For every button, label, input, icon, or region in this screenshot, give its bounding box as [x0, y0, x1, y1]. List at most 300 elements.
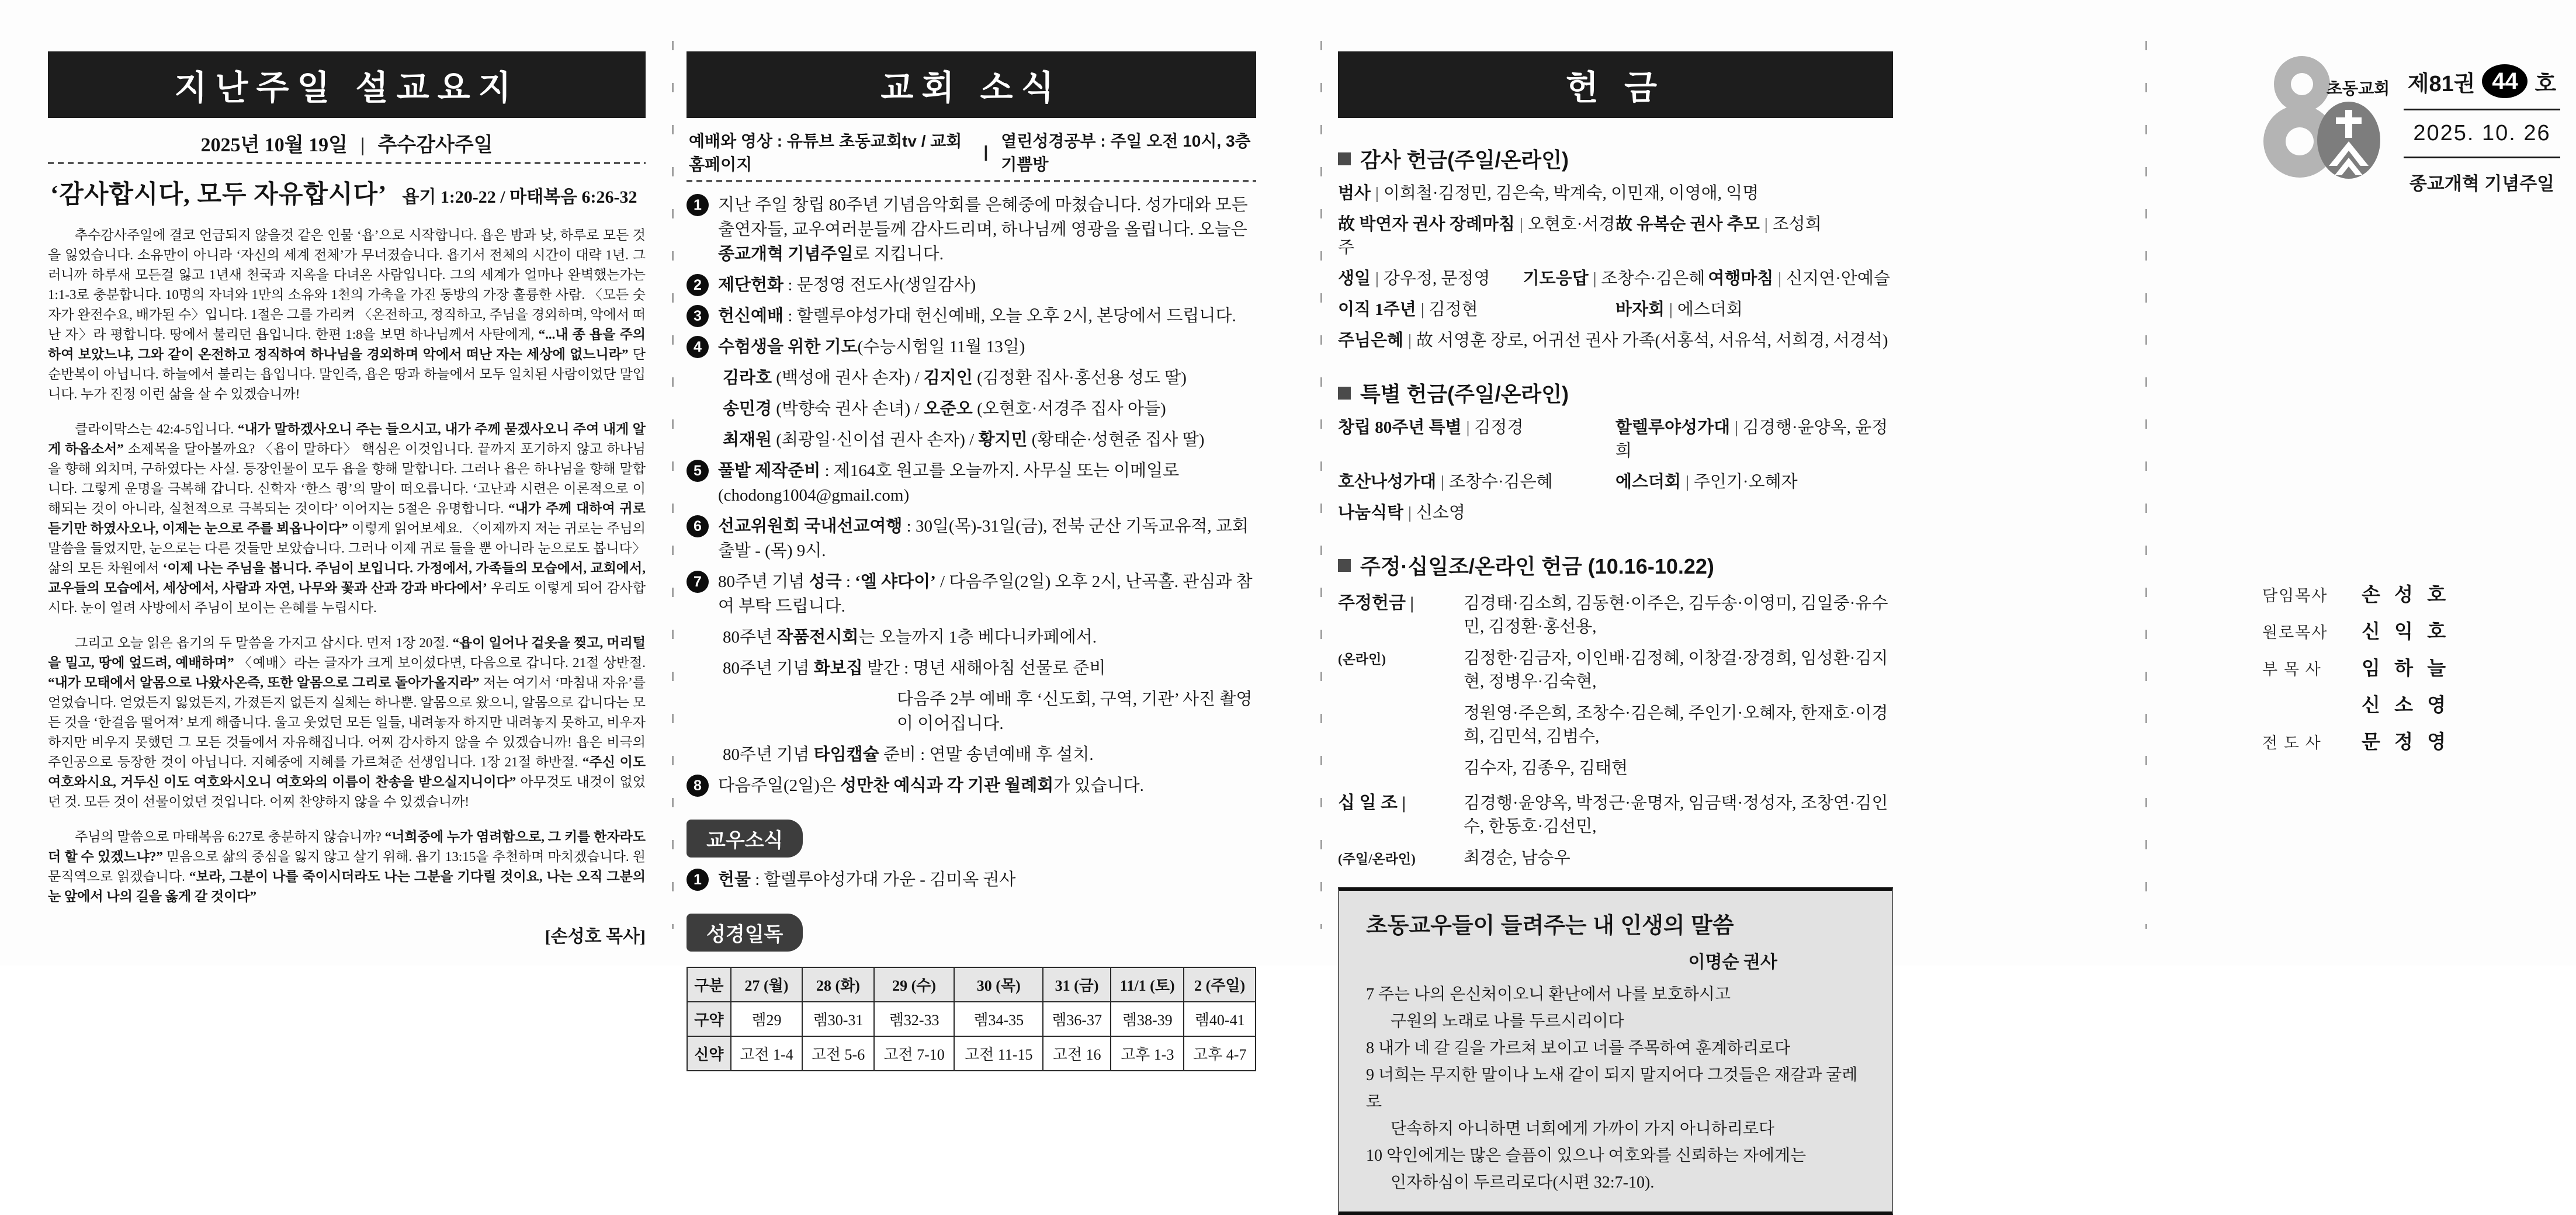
text-segment: (수능시험일 11월 13일) — [857, 338, 1025, 356]
column-divider — [672, 41, 674, 929]
news-item-text — [718, 273, 976, 297]
sermon-dateline — [48, 129, 646, 157]
text-segment: 준비 : 연말 송년예배 후 설치. — [879, 745, 1094, 764]
dotted-divider — [687, 180, 1256, 182]
staff-row — [2262, 727, 2450, 754]
text-segment: “주신 이도 여호와시요, 거두신 이도 여호와시오니 여호와의 이름이 찬송을 받으실지니이다” — [48, 755, 646, 789]
sermon-paragraph — [48, 633, 646, 812]
text-segment: 추수감사주일에 결코 언급되지 않을것 같은 인물 ‘욥’으로 시작합니다. 욥은 밤과 낮, 하루로 모든 것을 잃었습니다. 소유만이 아니라 ‘자신의 세계 전체’가 무너졌습니다. 욥기서 전체의 시간이 대략 1년. 그러니까 하루새 모든걸 잃고 1년새 천국과 지옥을 다녀온 사람입니다. 그의 세계가 얼마나 완벽했는가는 1:1-3로 충분합니다. 10명의 자녀와 1만의 소유와 1천의 가축을 가진 동방의 가장 훌륭한 사람. 〈모든 숫자가 완전수요, 배가된 수〉입니다. 1절은 그를 가리켜 〈온전하고, 정직하고, 주님을 경외하며, 악에서 떠난 자〉라 평합니다. 땅에서 불리던 욥입니다. 한편 1:8을 보면 하나님께서 사탄에게, — [48, 228, 646, 342]
news-item-text — [718, 193, 1256, 266]
offering-label: 할렐루야성가대 — [1615, 418, 1731, 437]
news-item-text — [718, 773, 1144, 798]
reading-cell: 고전 5-6 — [802, 1036, 874, 1071]
text-segment: 는 오늘까지 1층 베다니카페에서. — [858, 628, 1097, 647]
reading-cell: 렘34-35 — [954, 1002, 1043, 1036]
offering-header: 헌 금 — [1338, 51, 1893, 118]
square-bullet-icon — [1338, 559, 1351, 572]
text-segment: 80주년 기념 — [718, 572, 809, 591]
weekly-offering-section — [1338, 550, 1893, 870]
member-news-badge: 교우소식 — [687, 820, 803, 858]
offering-entry — [1523, 267, 1708, 290]
staff-name: 신 익 호 — [2362, 622, 2451, 643]
text-segment: (박향숙 권사 손녀) / — [772, 400, 924, 418]
item-number-icon: 3 — [687, 305, 709, 327]
sermon-signature: [손성호 목사] — [545, 927, 646, 946]
masthead — [2266, 49, 2560, 195]
text-segment: 다음주일(2일)은 — [718, 776, 841, 795]
worship-video-info: 예배와 영상 : 유튜브 초동교회tv / 교회홈페이지 — [689, 132, 962, 173]
weekly-offering-row — [1338, 756, 1893, 780]
weekly-names: 최경순, 남승우 — [1464, 849, 1570, 867]
news-item-text — [897, 687, 1256, 736]
text-segment: 황지민 — [978, 431, 1028, 449]
reading-table-header: 31 (금) — [1043, 967, 1111, 1002]
separator: | — [1778, 269, 1782, 288]
offering-names: 조창수·김은혜 — [1601, 269, 1705, 288]
item-number-icon: 6 — [687, 515, 709, 537]
text-segment: “...내 종 욥을 주의하여 보았느냐, 그와 같이 온전하고 정직하여 하나님을 경외하며 악에서 떠난 자는 세상에 없느니라” — [48, 327, 646, 362]
news-item — [723, 428, 1256, 452]
text-segment: “욥이 일어나 겉옷을 찢고, 머리털을 밀고, 땅에 엎드려, 예배하며” — [48, 636, 646, 670]
offering-label: 故 박연자 권사 장례마침 — [1338, 215, 1515, 234]
text-segment: ‘엘 샤다이’ — [855, 572, 936, 591]
text-segment: 송민경 — [723, 400, 772, 418]
text-segment: 김라호 — [723, 369, 772, 387]
offering-names: 신지연·안예슬 — [1786, 269, 1890, 288]
item-number-icon: 1 — [687, 194, 709, 216]
verse-line: 구원의 노래로 나를 두르시리이다 — [1391, 1012, 1624, 1030]
text-segment: “내가 주께 대하여 귀로 듣기만 하였사오나, 이제는 눈으로 주를 뵈옵나이다” — [48, 501, 646, 536]
reading-table-header: 11/1 (토) — [1111, 967, 1184, 1002]
text-segment: 주님의 말씀으로 마태복음 6:27로 충분하지 않습니까? — [75, 829, 385, 844]
offering-names: 김경행·윤양옥, 윤정희 — [1615, 418, 1888, 460]
sermon-title: ‘감사합시다, 모두 자유합시다’ — [50, 181, 387, 209]
offering-names: 신소영 — [1416, 504, 1465, 522]
news-item — [687, 304, 1256, 328]
text-segment: 소제목을 달아볼까요? 〈욥이 말하다〉 핵심은 이것입니다. 끝까지 포기하지 않고 하나님을 향해 외치며, 구하였다는 사실. 등장인물이 모두 욥을 향해 말합니다. 그러나 욥은 하나님을 향해 말합니다. 그렇게 운명을 극복해 갑니다. 신학자 ‘한스 큉’의 말이 떠오릅니다. ‘고난과 시련은 이론적으로 이해되는 것이 아니라, 실천적으로 극복되는 것이다’ 이어지는 5절은 유명합니다. — [48, 442, 646, 516]
weekly-names: 김경태·김소희, 김동현·이주은, 김두송·이영미, 김일중·유수민, 김정환·홍선용, — [1464, 594, 1888, 636]
weekly-offering-row — [1338, 846, 1893, 870]
weekly-label: (주일/온라인) — [1338, 852, 1416, 866]
issue-number-row — [2404, 64, 2560, 98]
sermon-paragraph — [48, 225, 646, 404]
verse-line: 7 주는 나의 은신처이오니 환난에서 나를 보호하시고 — [1366, 985, 1731, 1004]
separator: | — [1764, 215, 1768, 234]
news-item — [723, 656, 1256, 681]
text-segment: : 할렐루야성가대 헌신예배, 오늘 오후 2시, 본당에서 드립니다. — [783, 307, 1236, 325]
bible-reading-table — [687, 967, 1256, 1071]
offering-line — [1338, 416, 1893, 463]
separator: | — [1420, 300, 1424, 319]
offering-names: 故 서영훈 장로, 어귀선 권사 가족(서홍석, 서유석, 서희경, 서경석) — [1416, 331, 1888, 350]
sermon-date: 2025년 10월 19일 — [200, 134, 348, 156]
reading-table-row — [687, 1036, 1256, 1071]
text-segment: : 문정영 전도사(생일감사) — [783, 276, 976, 294]
verse-line: 8 내가 네 갈 길을 가르쳐 보이고 너를 주목하여 훈계하리로다 — [1366, 1039, 1791, 1057]
item-number-icon: 1 — [687, 869, 709, 891]
news-item — [687, 570, 1256, 619]
issue-volume: 제81권 — [2407, 71, 2476, 96]
text-segment: 종교개혁 기념주일 — [718, 245, 854, 263]
offering-label: 여행마침 — [1708, 269, 1774, 288]
news-item-text — [718, 459, 1256, 508]
reading-row-label: 구약 — [687, 1002, 731, 1036]
text-segment: 최재원 — [723, 431, 772, 449]
news-item — [897, 687, 1256, 736]
reading-table-header: 27 (월) — [731, 967, 803, 1002]
square-bullet-icon — [1338, 387, 1351, 400]
reading-cell: 고전 16 — [1043, 1036, 1111, 1071]
offering-label: 기도응답 — [1523, 269, 1589, 288]
divider-bar: | — [360, 134, 365, 156]
text-segment: 80주년 — [723, 628, 777, 647]
separator: | — [1441, 473, 1444, 491]
text-segment: 지난 주일 창립 80주년 기념음악회를 은혜중에 마쳤습니다. 성가대와 모든 출연자들, 교우여러분들께 감사드리며, 하나님께 영광을 올립니다. 오늘은 — [718, 196, 1248, 239]
offering-entry — [1338, 267, 1523, 290]
sermon-column — [48, 51, 646, 947]
text-segment: 제단헌화 — [718, 276, 784, 294]
reading-table-header: 28 (화) — [802, 967, 874, 1002]
text-segment: (김정환 집사·홍선용 성도 딸) — [972, 369, 1187, 387]
offering-label: 범사 — [1338, 184, 1371, 203]
offering-entry — [1615, 416, 1893, 463]
verse-line: 10 악인에게는 많은 슬픔이 있으나 여호와를 신뢰하는 자에게는 — [1366, 1147, 1807, 1165]
text-segment: 〈예배〉라는 글자가 크게 보이셨다면, 다음으로 갑니다. 21절 상반절. — [234, 655, 646, 670]
sermon-body — [48, 225, 646, 907]
offering-label: 나눔식탁 — [1338, 504, 1404, 522]
news-item-text — [723, 428, 1204, 452]
text-segment: 선교위원회 국내선교여행 — [718, 517, 903, 536]
weekly-label: 주정헌금 | — [1338, 593, 1414, 613]
offering-names: 강우정, 문정영 — [1383, 269, 1490, 288]
quote-box-byline: 이명순 권사 — [1688, 953, 1777, 972]
weekly-label: 십 일 조 | — [1338, 793, 1406, 813]
text-segment: 풀밭 제작준비 — [718, 461, 821, 480]
issue-date: 2025. 10. 26 — [2413, 121, 2551, 145]
offering-names: 조창수·김은혜 — [1448, 473, 1553, 491]
text-segment: 우리도 이렇게 되어 감사합시다. 눈이 열려 사방에서 주님이 보이는 은혜를 누립시다. — [48, 581, 646, 615]
separator: | — [1466, 418, 1470, 437]
offering-label: 에스더회 — [1615, 473, 1681, 491]
item-number-icon: 5 — [687, 460, 709, 482]
bible-study-info: 열린성경공부 : 주일 오전 10시, 3층 기쁨방 — [1001, 132, 1251, 173]
news-header: 교회 소식 — [687, 51, 1256, 118]
church-80th-logo-icon — [2266, 49, 2393, 188]
separator: | — [1408, 504, 1412, 522]
text-segment: 클라이막스는 42:4-5입니다. — [75, 422, 238, 436]
weekly-offering-rows — [1338, 588, 1893, 870]
reading-cell: 고전 11-15 — [954, 1036, 1043, 1071]
text-segment: 믿음으로 삶의 중심을 잃지 않고 살기 위해. 욥기 13:15을 추천하며 마치겠습니다. 원문직역으로 읽겠습니다. — [48, 849, 646, 884]
sermon-paragraph — [48, 827, 646, 907]
reading-table-header: 29 (수) — [874, 967, 955, 1002]
text-segment: “내가 모태에서 알몸으로 나왔사온즉, 또한 알몸으로 그리로 돌아가올지라” — [48, 675, 480, 690]
section-title-row — [1338, 550, 1893, 580]
news-item-text — [723, 397, 1166, 421]
issue-number-badge: 44 — [2482, 64, 2528, 98]
offering-names: 김정현 — [1429, 300, 1478, 319]
item-number-icon: 8 — [687, 775, 709, 797]
reading-table-header: 30 (목) — [954, 967, 1043, 1002]
reading-cell: 렘32-33 — [874, 1002, 955, 1036]
reading-table-row — [687, 1002, 1256, 1036]
staff-row — [2262, 616, 2450, 644]
text-segment: : 제164호 원고를 오늘까지. 사무실 또는 이메일로(chodong1004@gmail.com) — [718, 461, 1180, 505]
news-item-text — [723, 656, 1105, 681]
staff-row — [2262, 653, 2450, 681]
verse-line: 단속하지 아니하면 너희에게 가까이 가지 아니하리로다 — [1391, 1120, 1775, 1138]
text-segment: : — [841, 572, 855, 591]
offering-names: 김정경 — [1474, 418, 1524, 437]
staff-role: 원로목사 — [2262, 624, 2328, 641]
divider-bar: | — [983, 143, 989, 161]
reading-table-header: 구분 — [687, 967, 731, 1002]
offering-entry — [1338, 182, 1893, 205]
news-item — [687, 514, 1256, 563]
offering-label: 故 유복순 권사 추모 — [1615, 215, 1760, 234]
text-segment: 성만찬 예식과 각 기관 월례회 — [840, 776, 1054, 795]
column-divider — [1320, 41, 1322, 929]
quote-verse-lines — [1366, 981, 1865, 1196]
reading-row-label: 신약 — [687, 1036, 731, 1071]
item-number-icon: 4 — [687, 336, 709, 358]
section-title-row — [1338, 144, 1893, 173]
news-item-text — [718, 570, 1256, 619]
special-offering-section — [1338, 378, 1893, 525]
text-segment: 수험생을 위한 기도 — [718, 338, 858, 356]
item-number-icon: 2 — [687, 274, 709, 296]
offering-entry — [1338, 501, 1893, 525]
offering-label: 생일 — [1338, 269, 1371, 288]
reading-cell: 고전 7-10 — [874, 1036, 955, 1071]
text-segment: 아무것도 내것이 없었던 것. 모든 것이 선물이었던 것입니다. 어찌 찬양하지 않을 수 있겠습니까! — [48, 775, 646, 809]
bible-reading-badge: 성경일독 — [687, 914, 803, 952]
sermon-header: 지난주일 설교요지 — [48, 51, 646, 118]
text-segment: 다음주 2부 예배 후 ‘신도회, 구역, 기관’ 사진 촬영이 이어집니다. — [897, 690, 1253, 733]
quote-box-title: 초동교우들이 들려주는 내 인생의 말씀 — [1366, 914, 1734, 938]
news-item-text — [718, 514, 1256, 563]
text-segment: “너희중에 누가 염려함으로, 그 키를 한자라도 더 할 수 있겠느냐?” — [48, 829, 646, 864]
offering-line — [1338, 182, 1893, 205]
staff-name: 신 소 영 — [2362, 695, 2451, 716]
news-item-text — [723, 742, 1094, 767]
text-segment: 저는 여기서 ‘마침내 자유’를 얻었습니다. 얻었든지 잃었든지, 가졌든지 없든지 실체는 하나뿐. 알몸으로 왔으니, 알몸으로 갑니다는 모든 것을 ‘한걸음 떨어져’ 보게 해줍니다. 울고 웃었던 모든 일들, 내려놓자 하지만 내려놓지 못하고, 비우자 하지만 비우지 못했던 그 모든 것들에서 자유해집니다. 어찌 감사하지 않을 수 있겠습니까! 욥은 비극의 주인공으로 등장한 것이 아닙니다. 지혜중에 지혜를 가르쳐준 선생입니다. 1장 21절 하반절. — [48, 675, 646, 769]
staff-row — [2262, 579, 2450, 607]
offering-column — [1338, 51, 1893, 1215]
news-item-text — [718, 304, 1236, 328]
special-offering-title: 특별 헌금(주일/온라인) — [1360, 382, 1569, 406]
reading-cell: 고후 1-3 — [1111, 1036, 1184, 1071]
sermon-title-row — [50, 175, 643, 210]
offering-line — [1338, 470, 1893, 494]
issue-suffix: 호 — [2535, 71, 2557, 96]
offering-entry — [1338, 298, 1615, 321]
reading-cell: 고후 4-7 — [1184, 1036, 1256, 1071]
text-segment: 가 있습니다. — [1053, 776, 1144, 795]
thanks-offering-lines — [1338, 182, 1893, 352]
offering-label: 호산나성가대 — [1338, 473, 1437, 491]
news-item — [723, 366, 1256, 390]
weekly-label: (온라인) — [1338, 652, 1386, 666]
staff-role: 전 도 사 — [2262, 734, 2322, 752]
separator: | — [1593, 269, 1597, 288]
staff-row — [2262, 690, 2450, 717]
text-segment: 작품전시회 — [776, 628, 859, 647]
offering-entry — [1615, 470, 1893, 494]
staff-name: 임 하 늘 — [2362, 658, 2451, 679]
reading-cell: 렘40-41 — [1184, 1002, 1256, 1036]
text-segment: 이렇게 읽어보세요. 〈이제까지 저는 귀로는 주님의 말씀을 들었지만, 눈으로는 다른 것들만 보았습니다. 그러나 이제 귀로 들을 뿐 아니라 눈으로도 봅니다〉 삶의 모든 차원에서 — [48, 521, 646, 575]
reading-table-header: 2 (주일) — [1184, 967, 1256, 1002]
offering-line — [1338, 329, 1893, 352]
separator: | — [1375, 269, 1379, 288]
news-list — [687, 193, 1256, 798]
text-segment: “내가 말하겠사오니 주는 들으시고, 내가 주께 묻겠사오니 주여 내게 알게 하옵소서” — [48, 422, 646, 456]
weekly-names: 김경행·윤양옥, 박정근·윤명자, 임금택·정성자, 조창연·김인수, 한동호·김선민, — [1464, 794, 1888, 836]
text-segment: (황태순·성현준 집사 딸) — [1027, 431, 1205, 449]
offering-names: 이희철·김정민, 김은숙, 박계숙, 이민재, 이영애, 익명 — [1383, 184, 1759, 203]
reading-table-header-row — [687, 967, 1256, 1002]
text-segment: 김지인 — [923, 369, 973, 387]
text-segment: 헌물 — [718, 870, 751, 889]
text-segment: 로 지킵니다. — [853, 245, 944, 263]
verse-line: 9 너희는 무지한 말이나 노새 같이 되지 말지어다 그것들은 재갈과 굴레로 — [1366, 1066, 1858, 1111]
text-segment: “보라, 그분이 나를 죽이시더라도 나는 그분을 기다릴 것이요, 나는 오직 그분의 눈 앞에서 나의 길을 옳게 갈 것이다” — [48, 869, 646, 904]
news-item — [723, 397, 1256, 421]
member-quote-box — [1338, 887, 1893, 1215]
offering-entry — [1708, 267, 1893, 290]
weekly-offering-title: 주정·십일조/온라인 헌금 (10.16-10.22) — [1360, 554, 1714, 578]
text-segment: 화보집 — [813, 659, 863, 678]
weekly-names: 김정한·김금자, 이인배·김정혜, 이창걸·장경희, 임성환·김지현, 정병우·김숙현, — [1464, 649, 1888, 691]
news-column — [687, 51, 1256, 1071]
text-segment: ‘이제 나는 주님을 봅니다. 주님이 보입니다. 가정에서, 가족들의 모습에서, 교회에서, 교우들의 모습에서, 세상에서, 사람과 자연, 나무와 꽃과 산과 강과 바다에서’ — [48, 561, 646, 595]
news-item-text — [723, 366, 1187, 390]
column-divider — [2145, 41, 2147, 929]
section-title-row — [1338, 378, 1893, 408]
text-segment: 80주년 기념 — [723, 745, 814, 764]
offering-label: 이직 1주년 — [1338, 300, 1416, 319]
offering-label: 주님은혜 — [1338, 331, 1404, 350]
offering-entry — [1615, 213, 1893, 259]
separator: | — [1375, 184, 1379, 203]
offering-entry — [1338, 470, 1615, 494]
weekly-offering-row — [1338, 702, 1893, 748]
offering-label: 창립 80주년 특별 — [1338, 418, 1462, 437]
sermon-paragraph — [48, 419, 646, 618]
masthead-rule — [2404, 109, 2560, 110]
text-segment: 그리고 오늘 읽은 욥기의 두 말씀을 가지고 삽시다. 먼저 1장 20절. — [75, 636, 453, 650]
offering-entry — [1338, 416, 1615, 463]
separator: | — [1735, 418, 1738, 437]
masthead-rule — [2404, 157, 2560, 158]
square-bullet-icon — [1338, 152, 1351, 165]
reading-cell: 렘36-37 — [1043, 1002, 1111, 1036]
issue-info — [2404, 49, 2560, 195]
weekly-offering-row — [1338, 788, 1893, 838]
text-segment: (오현호·서경주 집사 아들) — [972, 400, 1166, 418]
reading-cell: 렘30-31 — [802, 1002, 874, 1036]
news-item-text — [718, 867, 1015, 892]
thanks-offering-title: 감사 헌금(주일/온라인) — [1360, 148, 1569, 172]
offering-names: 에스더회 — [1677, 300, 1743, 319]
text-segment: : 30일(목)-31일(금), 전북 군산 기독교유적, 교회출발 - (목) 9시. — [718, 517, 1249, 560]
offering-line — [1338, 267, 1893, 290]
offering-entry — [1615, 298, 1893, 321]
sermon-scripture: 욥기 1:20-22 / 마태복음 6:26-32 — [402, 188, 637, 207]
weekly-names: 정원영·주은희, 조창수·김은혜, 주인기·오혜자, 한재호·이경희, 김민석, 김범수, — [1464, 704, 1888, 746]
sermon-week: 추수감사주일 — [377, 134, 493, 156]
text-segment: 단순반복이 아닙니다. 하늘에서 불리는 욥입니다. 말인즉, 욥은 땅과 하늘에서 모두 일치된 사람이었단 말입니다. 누가 진정 이런 삶을 살 수 있겠습니까! — [48, 347, 646, 401]
offering-line — [1338, 213, 1893, 259]
staff-role: 담임목사 — [2262, 587, 2328, 605]
news-item — [723, 742, 1256, 767]
thanks-offering-section — [1338, 144, 1893, 352]
news-item — [687, 459, 1256, 508]
news-item — [687, 273, 1256, 297]
separator: | — [1408, 331, 1412, 350]
text-segment: 성극 — [809, 572, 842, 591]
offering-line — [1338, 298, 1893, 321]
news-item-text — [718, 335, 1025, 359]
offering-label: 바자회 — [1615, 300, 1665, 319]
text-segment: / 다음주일(2일) 오후 2시, 난곡홀. 관심과 참여 부탁 드립니다. — [718, 572, 1253, 616]
reading-cell: 렘38-39 — [1111, 1002, 1184, 1036]
text-segment: 오준오 — [923, 400, 973, 418]
text-segment: (최광일·신이섭 권사 손자) / — [772, 431, 979, 449]
logo-80-icon — [2266, 49, 2393, 188]
staff-role: 부 목 사 — [2262, 661, 2322, 678]
text-segment: (백성애 권사 손자) / — [772, 369, 924, 387]
separator: | — [1669, 300, 1673, 319]
offering-entry — [1338, 329, 1893, 352]
news-item — [687, 335, 1256, 359]
special-offering-lines — [1338, 416, 1893, 525]
text-segment: 타임캡슐 — [813, 745, 879, 764]
news-item — [687, 773, 1256, 798]
offering-entry — [1338, 213, 1615, 259]
reading-cell: 렘29 — [731, 1002, 803, 1036]
text-segment: : 할렐루야성가대 가운 - 김미옥 권사 — [751, 870, 1016, 889]
reading-cell: 고전 1-4 — [731, 1036, 803, 1071]
text-segment: 헌신예배 — [718, 307, 784, 325]
offering-names: 조성희 — [1772, 215, 1822, 234]
issue-subtitle: 종교개혁 기념주일 — [2409, 173, 2555, 194]
news-item-text — [723, 625, 1097, 650]
offering-names: 주인기·오혜자 — [1693, 473, 1798, 491]
news-item — [687, 193, 1256, 266]
member-news-list — [687, 867, 1256, 892]
verse-line: 인자하심이 두르리로다(시편 32:7-10). — [1391, 1174, 1655, 1192]
news-item — [723, 625, 1256, 650]
staff-name: 손 성 호 — [2362, 585, 2451, 606]
church-name: 초동교회 — [2327, 79, 2390, 98]
news-infoline — [689, 129, 1254, 175]
item-number-icon: 7 — [687, 571, 709, 593]
separator: | — [1519, 215, 1523, 234]
staff-name: 문 정 영 — [2362, 732, 2451, 753]
staff-list — [2262, 579, 2450, 763]
weekly-names: 김수자, 김종우, 김태현 — [1464, 759, 1628, 777]
dotted-divider — [48, 162, 646, 164]
text-segment: 80주년 기념 — [723, 659, 814, 678]
news-item — [687, 867, 1256, 892]
text-segment: 발간 : 명년 새해아침 선물로 준비 — [862, 659, 1106, 678]
separator: | — [1686, 473, 1689, 491]
offering-line — [1338, 501, 1893, 525]
weekly-offering-row — [1338, 588, 1893, 638]
weekly-offering-row — [1338, 647, 1893, 693]
